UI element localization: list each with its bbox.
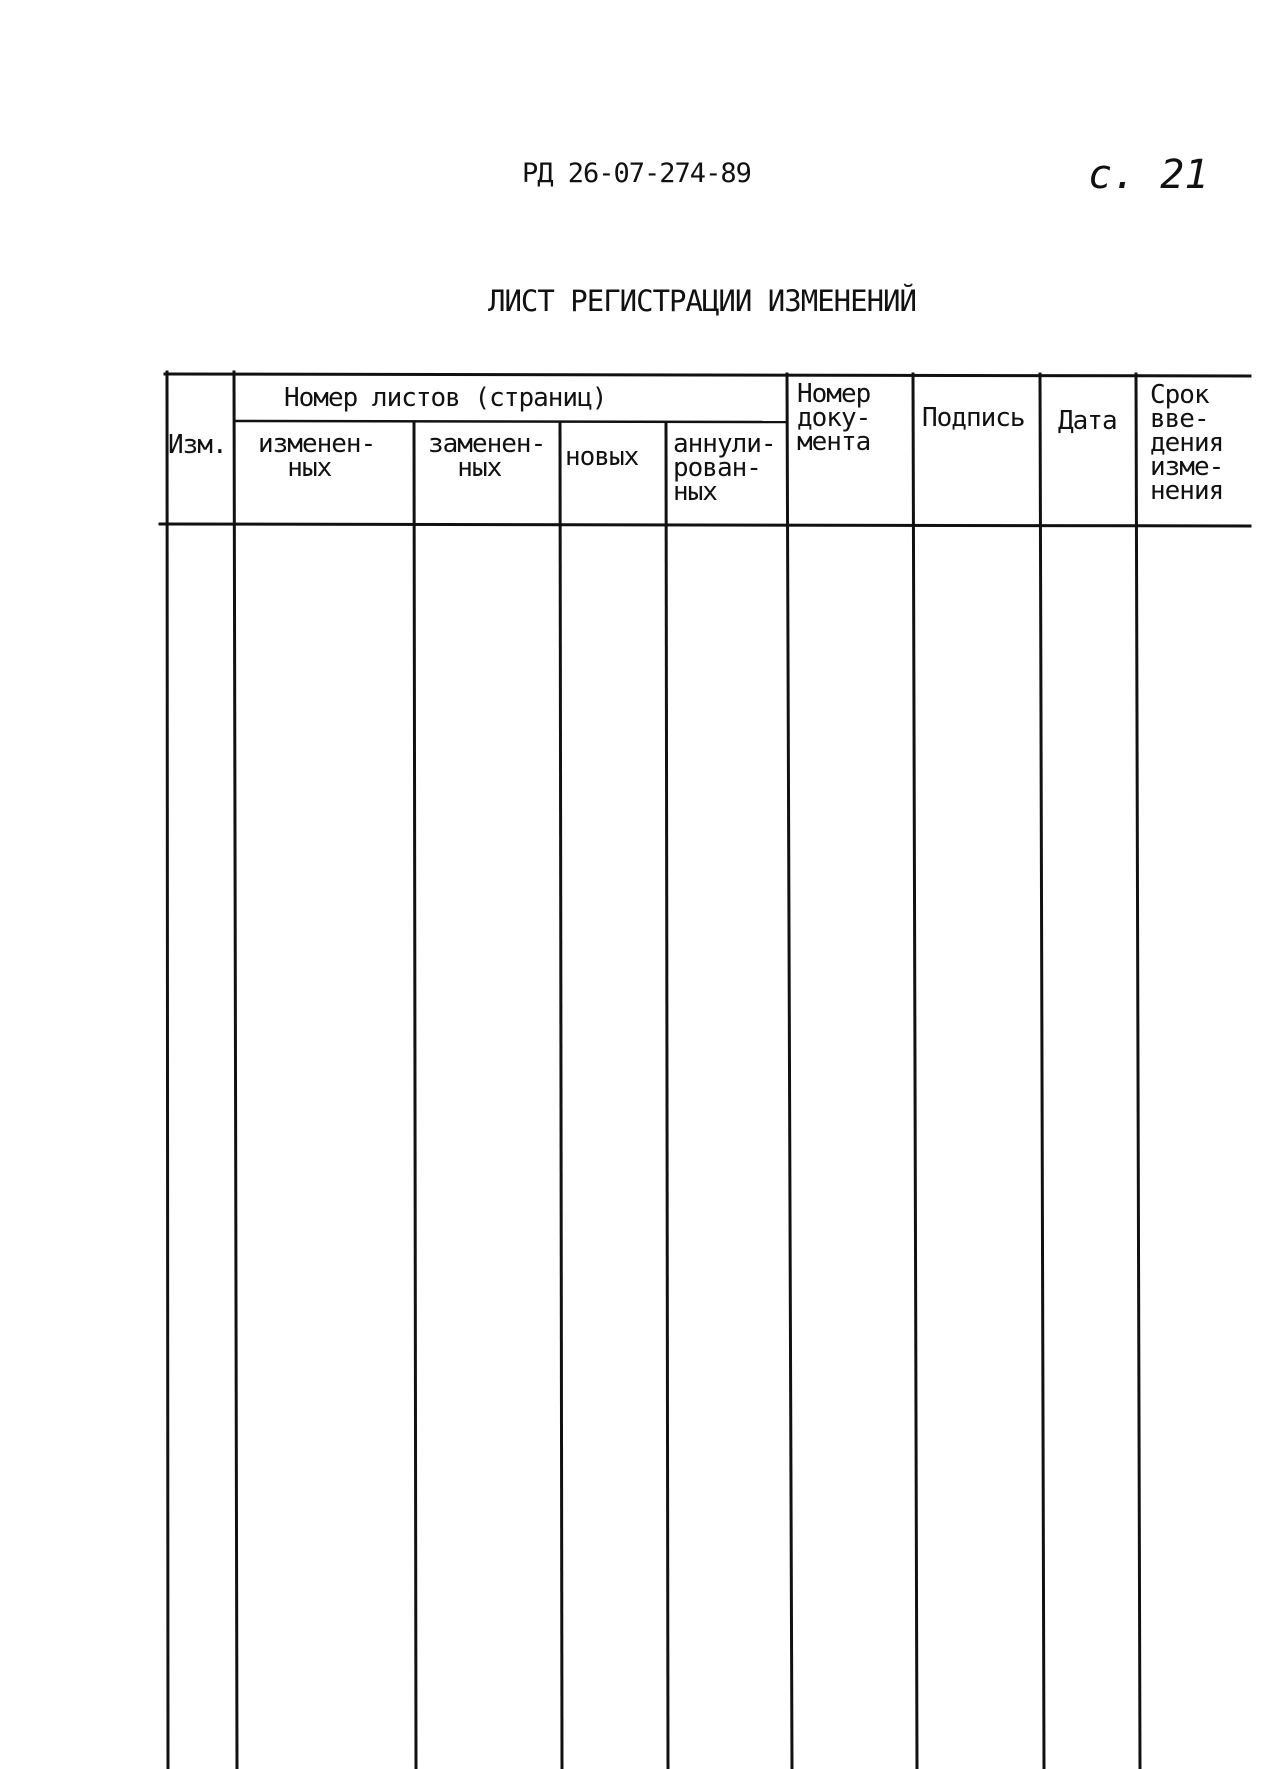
column-line-date — [1136, 374, 1140, 1769]
header-date: Дата — [1058, 406, 1117, 436]
header-new: новых — [565, 442, 639, 472]
table-top-border — [165, 374, 1250, 376]
column-line-new — [666, 424, 668, 1769]
column-line-annulled — [787, 374, 792, 1769]
sheet-title: ЛИСТ РЕГИСТРАЦИИ ИЗМЕНЕНИЙ — [488, 284, 916, 318]
document-code: РД 26-07-274-89 — [522, 158, 751, 189]
header-izm: Изм. — [168, 430, 227, 460]
column-line-izm — [234, 372, 237, 1769]
header-replaced: заменен- ных — [428, 429, 546, 483]
column-line-left-border — [167, 372, 168, 1769]
header-annulled: аннули- рован- ных — [673, 429, 776, 507]
column-line-signature — [1040, 374, 1044, 1769]
header-doc-number: Номер доку- мента — [797, 379, 871, 457]
header-sheet-numbers: Номер листов (страниц) — [284, 383, 607, 413]
group-header-divider — [235, 421, 787, 422]
column-line-changed — [414, 424, 416, 1769]
header-signature: Подпись — [922, 403, 1025, 433]
column-line-doc-number — [913, 374, 917, 1769]
column-line-replaced — [560, 424, 562, 1769]
header-bottom-rule — [160, 524, 1250, 526]
page-number: с. 21 — [1088, 152, 1209, 198]
header-term: Срок вве- дения изме- нения — [1150, 380, 1224, 506]
header-changed: изменен- ных — [258, 429, 376, 483]
